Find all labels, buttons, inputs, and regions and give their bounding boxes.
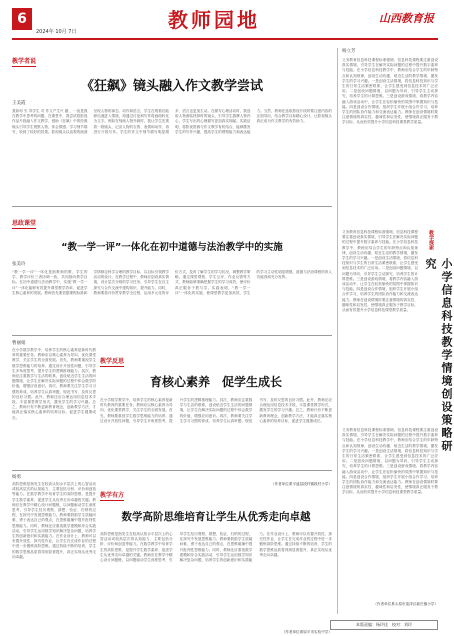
editor-credit: 本版责编：杨玲佳 校对：刘玲 bbox=[330, 620, 438, 630]
column-divider bbox=[337, 48, 338, 614]
article-body-lead: 在小学数学教学中，培养学生的核心素养是新时代教育的重要任务。教师应以核心素养为导向，优化课堂教学，关注学生的全面发展。首先，教师要重视学生数学思维能力的培养，通过设计开放性问题，引导学生多角度思考，提升学生的逻辑推理能力。其次，教师应注重数学与生活的联系，创设贴近学生生活的问题情境，让学生在解决实际问题的过程中体会数学的价值，增强应用意识。再次，教师要关注学生学习习惯的养成，培养学生认真审题、规范书写、及时反思的良好习惯。此外，教师还应合理运用信息技术手段，丰富课堂教学形式，激发学生的学习兴趣。总之，教师只有不断更新教育理念，创新教学方法，才能真正落实核心素养的培养目标，促进学生健康成长。 bbox=[12, 348, 96, 420]
article-body: “教一学一评”一体化是指教师的教、学生的学、教学评价三者协调一致，共同指向教学目标。在初中道德与法治教学中，实施“教一学一评”一体化能够有效提升课堂教学效率，促进学生核心素养的发展。教师首先要依据课程标准和学情制定科学合理的教学目标，以目标引领教学活动的设计。在教学过程中，教师应创设真实情境，设计层次分明的学习任务，引导学生在自主探究与合作交流中建构知识、提升能力。同时，教师要将评价贯穿教学全过程，运用多元化的评价方式，及时了解学生的学习状况，调整教学策略。通过课堂观察、学生互评、作业反馈等方式，教师能够准确把握学生的学习成效，使评价真正服务于教与学。实践表明，“教一学一评”一体化的实施，使课堂教学更加高效，学生的学习主动性明显增强，道德与法治课程的育人功能得到充分发挥。 bbox=[12, 270, 332, 295]
article-title: “教一学一评”一体化在初中道德与法治教学中的实施 bbox=[61, 242, 283, 253]
article-kuangbiao bbox=[12, 48, 332, 215]
article-author: 杨立芳 bbox=[342, 49, 356, 54]
article-tag: 思政课堂 bbox=[12, 220, 37, 227]
article-title: 育核心素养 促学生成长 bbox=[149, 375, 282, 389]
article-title: 《狂飙》镜头融入作文教学尝试 bbox=[80, 79, 263, 94]
article-body-top: 义务教育信息科技课程标准强调，信息科技课程要注重创设真实情境，引导学生在解决实际问题的过程中提升数字素养与技能。在小学信息科技教学中，教师应结合学生的年龄特点和认知规律，创设生动有趣、贴近生活的教学情境，激发学生的学习兴趣。一是创设生活情境，将信息科技知识与学生的日常生活紧密联系，让学生感受到信息技术的广泛应用。二是创设问题情境，以问题为导向，引导学生主动探究，培养学生的计算思维。三是创设游戏情境，将教学内容融入游戏活动中，让学生在轻松愉快的氛围中掌握知识与技能。四是创设合作情境，组织学生开展小组合作学习，培养学生的团队协作能力和交流表达能力。教师在创设情境时要注意情境的真实性、趣味性和启发性，使情境真正服务于教学目标，从而有效提升小学信息科技课堂教学质量。 bbox=[342, 58, 438, 125]
article-info-tech-bottom bbox=[342, 428, 438, 607]
newspaper-logo: 山西教育报 bbox=[379, 12, 434, 25]
article-body: 高阶思维是指发生在较高认知水平层次上的心智活动或较高层次的认知能力，主要包括分析、评价和创造等能力。在数学教学中培育学生的高阶思维，是提升学生数学素养、促进学生从优秀走向卓越的关键。教师应在教学中精心设计问题链，以问题驱动学生深度思考，引导学生经历观察、猜想、验证、归纳的过程，在探究中发展思维能力。教师要鼓励学生质疑问难，勇于表达自己的观点，在思维碰撞中提升批判性思维能力。同时，教师还应重视数学建模和综合实践活动，引导学生运用数学知识解决复杂问题，培养学生的创新意识和实践能力。在作业设计上，教师可以布置开放性、探究性作业，让学生在完成作业的过程中进一步锻炼高阶思维。通过持续不断的培育，学生的数学思维品质将得到显著提升，真正实现从优秀走向卓越。 bbox=[100, 532, 332, 563]
article-body-lead: 高阶思维是指发生在较高认知水平层次上的心智活动或较高层次的认知能力，主要包括分析、评价和创造等能力。在数学教学中培育学生的高阶思维，是提升学生数学素养、促进学生从优秀走向卓越的关键。教师应在教学中精心设计问题链，以问题驱动学生深度思考，引导学生经历观察、猜想、验证、归纳的过程，在探究中发展思维能力。教师要鼓励学生质疑问难，勇于表达自己的观点，在思维碰撞中提升批判性思维能力。同时，教师还应重视数学建模和综合实践活动，引导学生运用数学知识解决复杂问题，培养学生的创新意识和实践能力。在作业设计上，教师可以布置开放性、探究性作业，让学生在完成作业的过程中进一步锻炼高阶思维。通过持续不断的培育，学生的数学思维品质将得到显著提升，真正实现从优秀走向卓越。 bbox=[12, 482, 96, 559]
article-author: 王美霞 bbox=[12, 101, 26, 106]
article-tag: 教学有方 bbox=[100, 492, 125, 499]
divider bbox=[12, 470, 332, 471]
article-tag: 教学者说 bbox=[12, 58, 37, 65]
article-body-bottom: 义务教育信息科技课程标准强调，信息科技课程要注重创设真实情境，引导学生在解决实际问题的过程中提升数字素养与技能。在小学信息科技教学中，教师应结合学生的年龄特点和认知规律，创设生动有趣、贴近生活的教学情境，激发学生的学习兴趣。一是创设生活情境，将信息科技知识与学生的日常生活紧密联系，让学生感受到信息技术的广泛应用。二是创设问题情境，以问题为导向，引导学生主动探究，培养学生的计算思维。三是创设游戏情境，将教学内容融入游戏活动中，让学生在轻松愉快的氛围中掌握知识与技能。四是创设合作情境，组织学生开展小组合作学习，培养学生的团队协作能力和交流表达能力。教师在创设情境时要注意情境的真实性、趣味性和启发性，使情境真正服务于教学目标，从而有效提升小学信息科技课堂教学质量。 bbox=[342, 428, 438, 495]
section-title: 教师园地 bbox=[168, 8, 260, 32]
article-body: 在小学数学教学中，培养学生的核心素养是新时代教育的重要任务。教师应以核心素养为导向，优化课堂教学，关注学生的全面发展。首先，教师要重视学生数学思维能力的培养，通过设计开放性问题，引导学生多角度思考，提升学生的逻辑推理能力。其次，教师应注重数学与生活的联系，创设贴近学生生活的问题情境，让学生在解决实际问题的过程中体会数学的价值，增强应用意识。再次，教师要关注学生学习习惯的养成，培养学生认真审题、规范书写、及时反思的良好习惯。此外，教师还应合理运用信息技术手段，丰富课堂教学形式，激发学生的学习兴趣。总之，教师只有不断更新教育理念，创新教学方法，才能真正落实核心素养的培养目标，促进学生健康成长。 bbox=[100, 398, 332, 423]
article-info-tech-continued bbox=[342, 230, 418, 420]
article-source: （作者单位系原平市实验中学） bbox=[281, 630, 332, 634]
article-higher-order-thinking bbox=[12, 474, 332, 635]
issue-date: 2024年 10月 7日 bbox=[36, 29, 77, 35]
article-body-middle: 义务教育信息科技课程标准强调，信息科技课程要注重创设真实情境，引导学生在解决实际问题的过程中提升数字素养与技能。在小学信息科技教学中，教师应结合学生的年龄特点和认知规律，创设生动有趣、贴近生活的教学情境，激发学生的学习兴趣。一是创设生活情境，将信息科技知识与学生的日常生活紧密联系，让学生感受到信息技术的广泛应用。二是创设问题情境，以问题为导向，引导学生主动探究，培养学生的计算思维。三是创设游戏情境，将教学内容融入游戏活动中，让学生在轻松愉快的氛围中掌握知识与技能。四是创设合作情境，组织学生开展小组合作学习，培养学生的团队协作能力和交流表达能力。教师在创设情境时要注意情境的真实性、趣味性和启发性，使情境真正服务于教学目标，从而有效提升小学信息科技课堂教学质量。 bbox=[342, 230, 418, 313]
divider bbox=[12, 335, 332, 336]
article-source: （作者单位系太原市迎泽区郝庄镇小学） bbox=[373, 602, 438, 606]
divider bbox=[12, 206, 332, 207]
article-title: 小学信息科技教学情境创设策略研究 bbox=[424, 258, 453, 453]
article-author: 张美玲 bbox=[12, 262, 26, 267]
article-title: 数学高阶思维培育让学生从优秀走向卓越 bbox=[121, 511, 311, 523]
article-tag: 教学反思 bbox=[100, 358, 125, 365]
page-number: 6 bbox=[12, 8, 32, 30]
masthead-divider bbox=[12, 38, 438, 40]
article-author: 杨勇 bbox=[12, 475, 21, 480]
article-jiao-xue-ping bbox=[12, 210, 332, 352]
article-author: 曹丽娟 bbox=[12, 341, 26, 346]
article-info-tech bbox=[342, 48, 438, 228]
article-tag: 教学探索 bbox=[428, 230, 434, 250]
article-core-literacy bbox=[12, 340, 332, 487]
article-source: （作者单位系平遥县段村镇段村小学） bbox=[270, 482, 332, 486]
masthead bbox=[0, 0, 450, 42]
article-body: 我如何 引 导学生 对 作文产生兴 趣 ，一直是我在教学中思考的问题。在课堂中，我尝试将影视作品片段融入作文教学，借助《狂飙》中的经典镜头引导学生观察人物、体会情感、学习细节描写，收到了较好的效果。影视镜头以直观的画面呈现人物的神态、动作和语言，学生在观看后能够迅速进入情境，再通过讨论和写作将画面转化为文字。例如在刻画人物外貌时，我让学生先观看一段镜头，记录人物的衣着、表情和动作，再进行片段写作。学生的作文中细节描写明显增多，语言也更加生动。在描写心理活动时，我选取人物面临抉择时的镜头，引导学生揣摩人物内心，学生写出的心理描写更加真实细腻。实践证明，将影视资源与作文教学有机结合，能够激发学生的写作兴趣，提高学生的观察能力和表达能力。当然，教师在选取影视片段时要注意内容的正面导向，结合教学目标精心设计，让影视镜头真正成为作文教学的有效助力。 bbox=[12, 109, 332, 134]
